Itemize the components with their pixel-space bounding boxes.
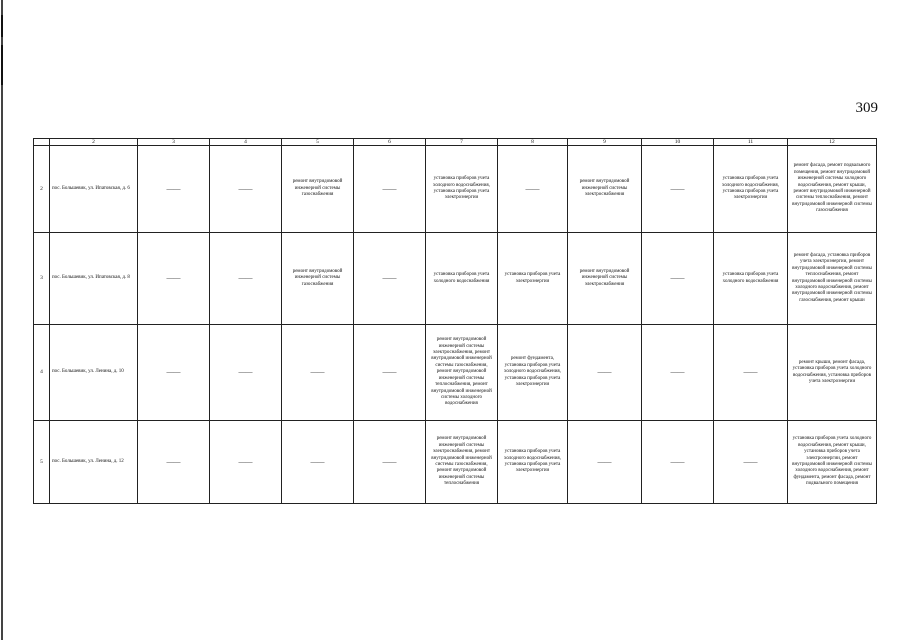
table-cell: установка приборов учета холодного водоснабжения: [714, 233, 788, 325]
table-cell: ——: [498, 146, 568, 233]
table-cell: ——: [138, 421, 210, 504]
table-cell: ремонт фасада, установка приборов учета электроэнергии, ремонт внутридомовой инженерной системы теплоснабжения, ремонт внутридомовой инженерной системы холодного водоснабжения, ремонт внутридомовой инженерной системы газоснабжения, ремонт крыши: [788, 233, 877, 325]
table-cell: ремонт внутридомовой инженерной системы электроснабжения: [568, 233, 642, 325]
table-cell: ——: [642, 146, 714, 233]
table-cell: установка приборов учета холодного водоснабжения, установка приборов учета электроэнергии: [426, 146, 498, 233]
table-cell: установка приборов учета холодного водоснабжения, установка приборов учета электроэнергии: [498, 421, 568, 504]
column-number: 7: [426, 139, 498, 146]
table-cell: ——: [354, 421, 426, 504]
column-number: 11: [714, 139, 788, 146]
table-cell: ——: [714, 325, 788, 421]
column-number: 9: [568, 139, 642, 146]
table-cell: ——: [354, 146, 426, 233]
table-cell: ——: [568, 325, 642, 421]
page-margin-line: [1, 0, 3, 640]
table-row: [34, 233, 877, 325]
page-number: 309: [855, 100, 878, 116]
table-cell: ——: [282, 421, 354, 504]
table-cell: ремонт внутридомовой инженерной системы газоснабжения: [282, 233, 354, 325]
table-cell: ——: [210, 421, 282, 504]
column-number: 3: [138, 139, 210, 146]
table-cell: установка приборов учета холодного водоснабжения, ремонт крыши, установка приборов учета электроэнергии, ремонт внутридомовой инженерной системы холодного водоснабжения, ремонт фундамента, ремонт фасада, ремонт подвального помещения: [788, 421, 877, 504]
table-cell: ——: [714, 421, 788, 504]
margin-tick-mark: [1, 15, 3, 37]
table-cell: ——: [282, 325, 354, 421]
table-cell: ——: [138, 325, 210, 421]
table-cell: ремонт внутридомовой инженерной системы электроснабжения, ремонт внутридомовой инженерной системы газоснабжения, ремонт внутридомовой инженерной системы теплоснабжения, ремонт внутридомовой инженерной системы холодного водоснабжения: [426, 325, 498, 421]
table-cell: ——: [210, 325, 282, 421]
table-cell: установка приборов учета холодного водоснабжения: [426, 233, 498, 325]
table-cell: ——: [568, 421, 642, 504]
table-cell: установка приборов учета электроэнергии: [498, 233, 568, 325]
address-cell: пос. Большевик, ул. Ленина, д. 10: [50, 325, 138, 421]
column-number: 10: [642, 139, 714, 146]
table-cell: ремонт фасада, ремонт подвального помещения, ремонт внутридомовой инженерной системы холодного водоснабжения, ремонт крыши, ремонт внутридомовой инженерной системы теплоснабжения, ремонт внутридомовой инженерной системы газоснабжения: [788, 146, 877, 233]
repair-schedule-table: [33, 138, 877, 504]
table-cell: ——: [354, 233, 426, 325]
table-cell: ремонт крыши, ремонт фасада, установка приборов учета холодного водоснабжения, установка приборов учета электроэнергии: [788, 325, 877, 421]
column-number: 4: [210, 139, 282, 146]
column-number: 2: [50, 139, 138, 146]
address-cell: пос. Большевик, ул. Ипатовская, д. 6: [50, 146, 138, 233]
column-number: 8: [498, 139, 568, 146]
table-cell: ремонт фундамента, установка приборов учета холодного водоснабжения, установка приборов учета электроэнергии: [498, 325, 568, 421]
column-number: [34, 139, 50, 146]
address-cell: пос. Большевик, ул. Ипатовская, д. 8: [50, 233, 138, 325]
table-cell: ——: [642, 325, 714, 421]
table-cell: установка приборов учета холодного водоснабжения, установка приборов учета электроэнергии: [714, 146, 788, 233]
column-number: 12: [788, 139, 877, 146]
row-number: 2: [34, 146, 50, 233]
address-cell: пос. Большевик, ул. Ленина, д. 12: [50, 421, 138, 504]
table-cell: ——: [138, 233, 210, 325]
row-number: 4: [34, 325, 50, 421]
table-cell: ——: [210, 146, 282, 233]
table-row: [34, 325, 877, 421]
table-cell: ремонт внутридомовой инженерной системы электроснабжения: [568, 146, 642, 233]
table-cell: ремонт внутридомовой инженерной системы электроснабжения, ремонт внутридомовой инженерной системы газоснабжения, ремонт внутридомовой инженерной системы теплоснабжения: [426, 421, 498, 504]
table-cell: ——: [138, 146, 210, 233]
row-number: 3: [34, 233, 50, 325]
column-number-row: [34, 139, 877, 146]
table-row: [34, 146, 877, 233]
table-cell: ——: [642, 233, 714, 325]
table-cell: ремонт внутридомовой инженерной системы газоснабжения: [282, 146, 354, 233]
column-number: 5: [282, 139, 354, 146]
table-cell: ——: [642, 421, 714, 504]
table-cell: ——: [210, 233, 282, 325]
row-number: 5: [34, 421, 50, 504]
margin-tick-mark: [1, 45, 3, 85]
table-row: [34, 421, 877, 504]
table-cell: ——: [354, 325, 426, 421]
column-number: 6: [354, 139, 426, 146]
